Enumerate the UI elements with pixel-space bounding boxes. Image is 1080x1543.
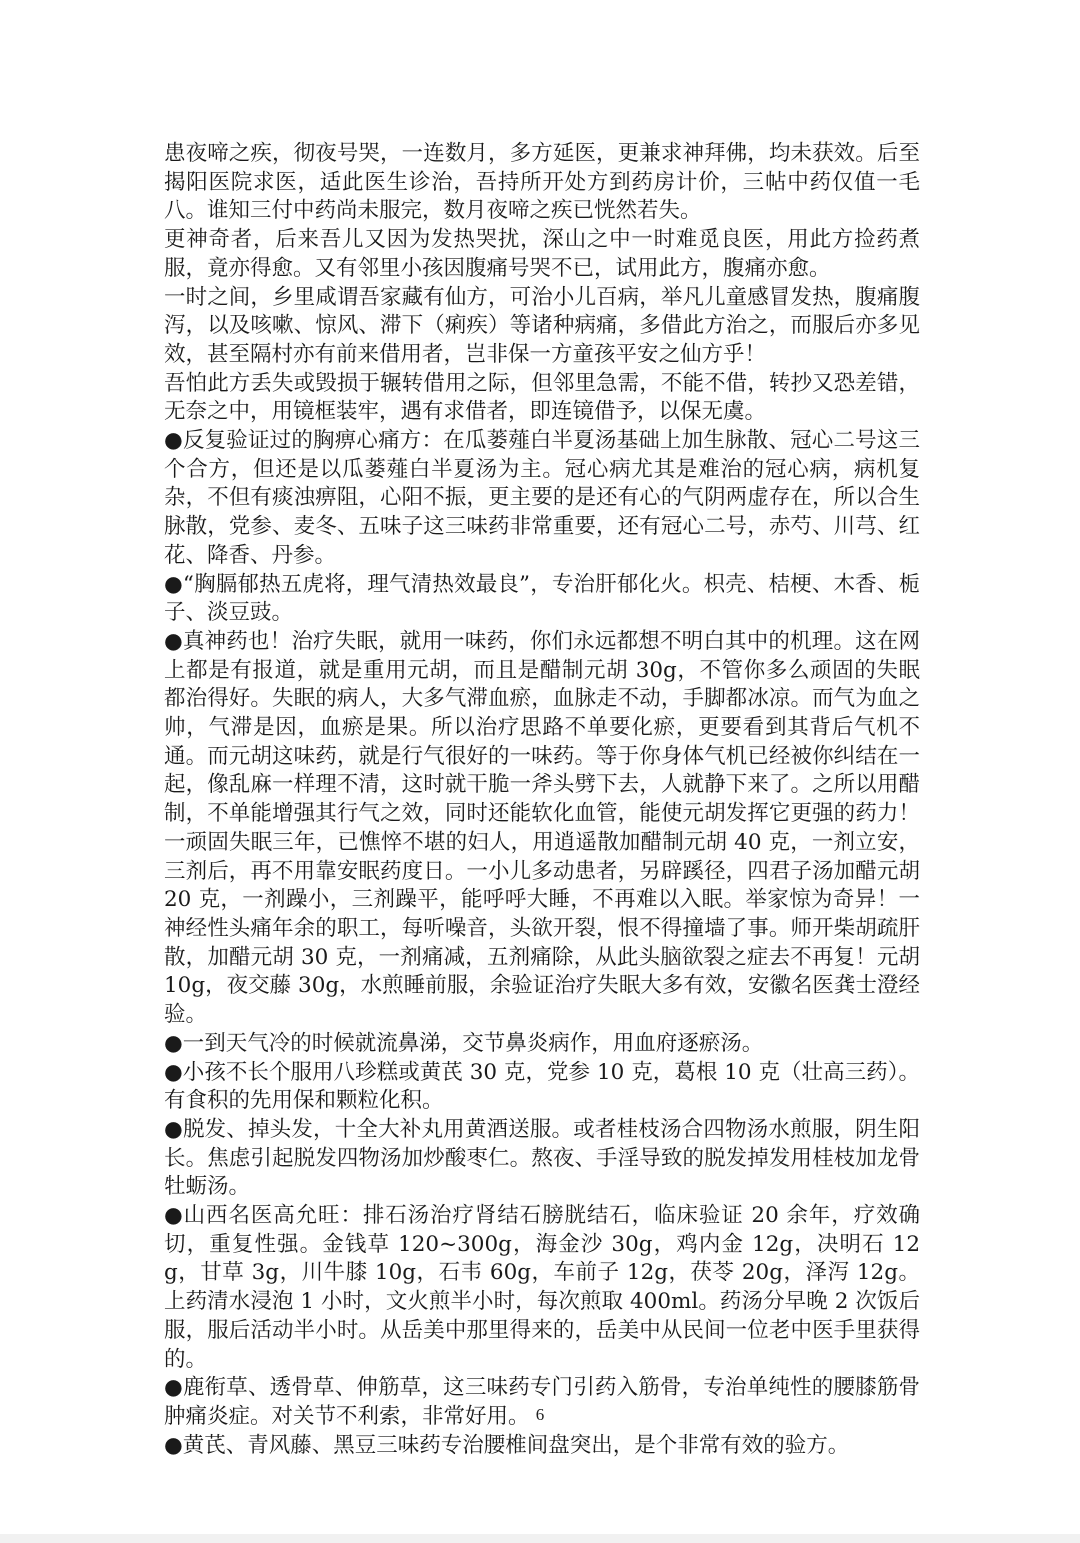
paragraph-fever-story: 更神奇者，后来吾儿又因为发热哭扰，深山之中一时难觅良医，用此方捡药煮服，竟亦得愈。又有邻里小孩因腹痛号哭不已，试用此方，腹痛亦愈。: [164, 227, 920, 281]
paragraph-insomnia-yanhusuo: ●真神药也！治疗失眠，就用一味药，你们永远都想不明白其中的机理。这在网上都是有报道，就是重用元胡，而且是醋制元胡 30g，不管你多么顽固的失眠都治得好。失眠的病人，大多气滞血瘀，血脉走不动，手脚都冰凉。而气为血之帅，气滞是因，血瘀是果。所以治疗思路不单要化瘀，更要看到其背后气机不通。而元胡这味药，就是行气很好的一味药。等于你身体气机已经被你纠结在一起，像乱麻一样理不清，这时就干脆一斧头劈下去，人就静下来了。之所以用醋制，不单能增强其行气之效，同时还能软化血管，能使元胡发挥它更强的药力！一顽固失眠三年，已憔悴不堪的妇人，用逍遥散加醋制元胡 40 克，一剂立安，三剂后，再不用靠安眠药度日。一小儿多动患者，另辟蹊径，四君子汤加醋元胡 20 克，一剂躁小，三剂躁平，能呼呼大睡，不再难以入眠。举家惊为奇异！一神经性头痛年余的职工，每听噪音，头欲开裂，恨不得撞墙了事。师开柴胡疏肝散，加醋元胡 30 克，一剂痛减，五剂痛除，从此头脑欲裂之症去不再复！元胡 10g，夜交藤 30g，水煎睡前服，余验证治疗失眠大多有效，安徽名医龚士澄经验。: [164, 628, 920, 1028]
page-bottom-edge: [0, 1534, 1080, 1543]
paragraph-hair-loss: ●脱发、掉头发，十全大补丸用黄酒送服。或者桂枝汤合四物汤水煎服，阴生阳长。焦虑引起脱发四物汤加炒酸枣仁。熬夜、手淫导致的脱发掉发用桂枝加龙骨牡蛎汤。: [164, 1116, 920, 1200]
paragraph-five-tigers-formula: ●“胸膈郁热五虎将，理气清热效最良”，专治肝郁化火。枳壳、桔梗、木香、栀子、淡豆豉。: [164, 571, 920, 626]
body-text: [164, 140, 920, 1460]
paragraph-lumbar-disc: ●黄芪、青风藤、黑豆三味药专治腰椎间盘突出，是个非常有效的验方。: [164, 1432, 850, 1458]
paragraph-kidney-stones: ●山西名医高允旺：排石汤治疗肾结石膀胱结石，临床验证 20 余年，疗效确切，重复性强。金钱草 120~300g，海金沙 30g，鸡内金 12g，决明石 12g，甘草 3g，川牛膝 10g，石韦 60g，车前子 12g，茯苓 20g，泽泻 12g。上药清水浸泡 1 小时，文火煎半小时，每次煎取 400ml。药汤分早晚 2 次饭后服，服后活动半小时。从岳美中那里得来的，岳美中从民间一位老中医手里获得的。: [164, 1203, 920, 1372]
paragraph-chest-pain-formula: ●反复验证过的胸痹心痛方：在瓜蒌薤白半夏汤基础上加生脉散、冠心二号这三个合方，但还是以瓜蒌薤白半夏汤为主。冠心病尤其是难治的冠心病，病机复杂，不但有痰浊痹阻，心阳不振，更主要的是还有心的气阴两虚存在，所以合生脉散，党参、麦冬、五味子这三味药非常重要，还有冠心二号，赤芍、川芎、红花、降香、丹参。: [164, 428, 920, 568]
paragraph-night-crying-story: 患夜啼之疾，彻夜号哭，一连数月，多方延医，更兼求神拜佛，均未获效。后至揭阳医院求医，适此医生诊治，吾持所开处方到药房计价，三帖中药仅值一毛八。谁知三付中药尚未服完，数月夜啼之疾已恍然若失。: [164, 141, 920, 224]
paragraph-village-fame: 一时之间，乡里咸谓吾家藏有仙方，可治小儿百病，举凡儿童感冒发热，腹痛腹泻，以及咳嗽、惊风、滞下（痢疾）等诸种病痛，多借此方治之，而服后亦多见效，甚至隔村亦有前来借用者，岂非保一方童孩平安之仙方乎！: [164, 284, 920, 367]
page-number: 6: [535, 1405, 545, 1424]
paragraph-runny-nose: ●一到天气冷的时候就流鼻涕，交节鼻炎病作，用血府逐瘀汤。: [164, 1030, 764, 1056]
paragraph-child-growth: ●小孩不长个服用八珍糕或黄芪 30 克，党参 10 克，葛根 10 克（壮高三药）。有食积的先用保和颗粒化积。: [164, 1059, 920, 1114]
paragraph-framed-prescription: 吾怕此方丢失或毁损于辗转借用之际，但邻里急需，不能不借，转抄又恐差错，无奈之中，用镜框装牢，遇有求借者，即连镜借予，以保无虞。: [164, 370, 920, 425]
paragraph-tendon-herbs: ●鹿衔草、透骨草、伸筋草，这三味药专门引药入筋骨，专治单纯性的腰膝筋骨肿痛炎症。对关节不利索，非常好用。: [164, 1375, 920, 1429]
